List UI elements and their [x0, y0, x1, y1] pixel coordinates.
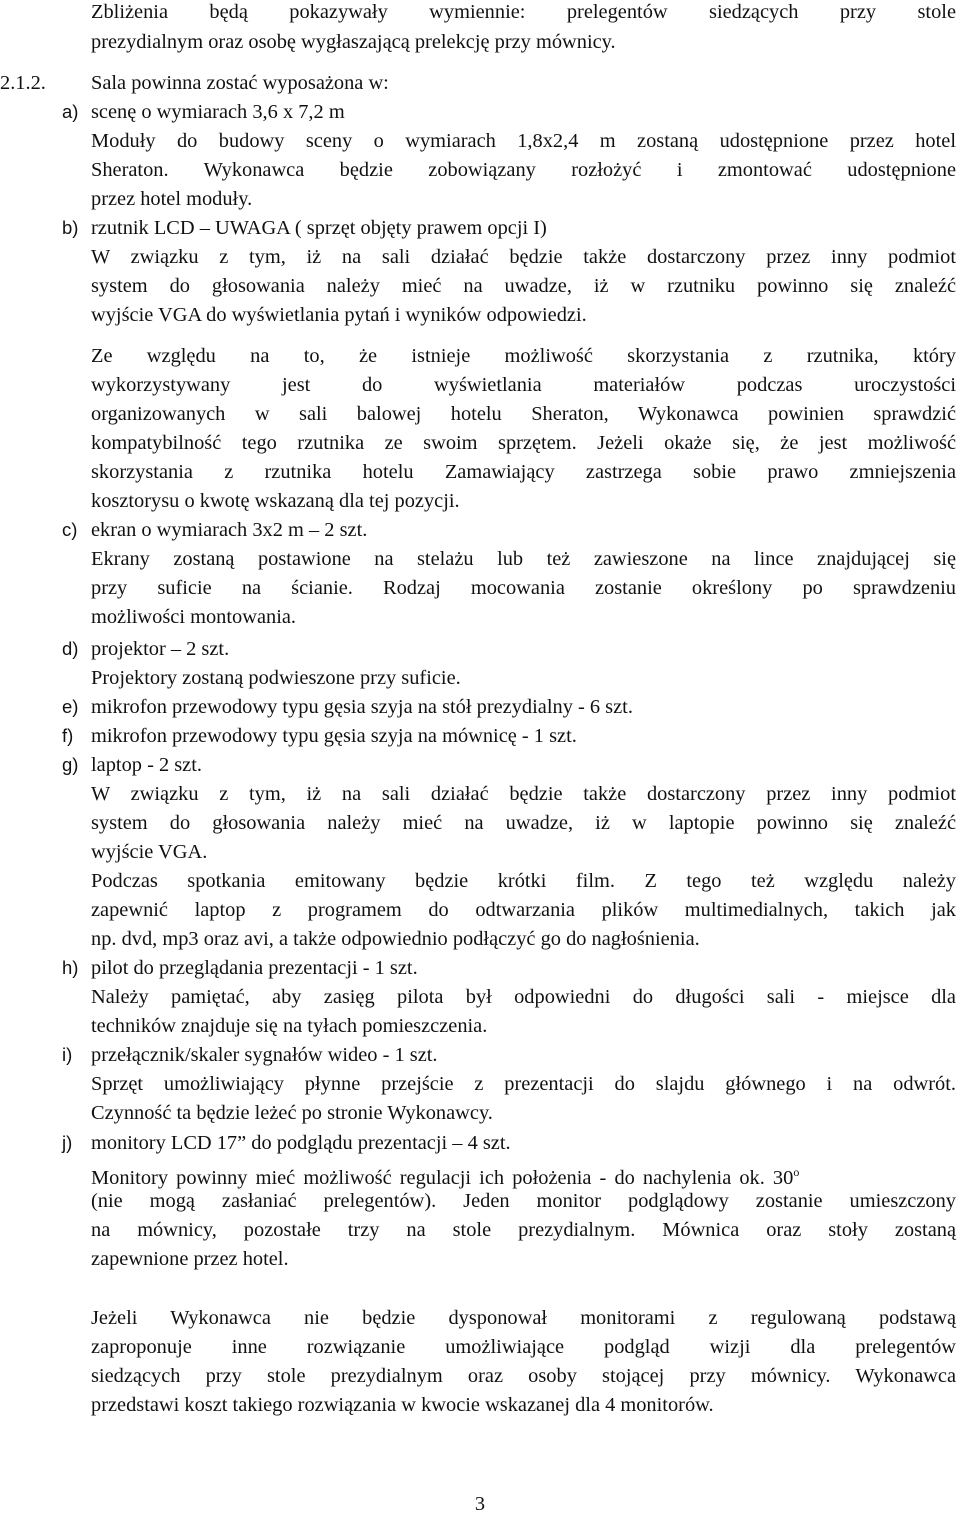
closing-line-3: siedzących przy stole prezydialnym oraz osoby stojącej przy mównicy. Wykonawca — [91, 1365, 956, 1387]
item-e-line-1: mikrofon przewodowy typu gęsia szyja na stół prezydialny - 6 szt. — [91, 696, 633, 718]
list-marker-f: f) — [62, 725, 74, 746]
degree-superscript: o — [793, 1165, 800, 1179]
list-marker-j: j) — [62, 1132, 73, 1153]
closing-line-1: Jeżeli Wykonawca nie będzie dysponował monitorami z regulowaną podstawą — [91, 1307, 956, 1329]
item-b-para-line-2: wykorzystywany jest do wyświetlania materiałów podczas uroczystości — [91, 374, 956, 396]
list-marker-i: i) — [62, 1044, 73, 1065]
list-marker-e: e) — [62, 696, 79, 717]
item-a-line-1: scenę o wymiarach 3,6 x 7,2 m — [91, 101, 345, 123]
item-a-line-3: Sheraton. Wykonawca będzie zobowiązany rozłożyć i zmontować udostępnione — [91, 159, 956, 181]
item-b-line-2: W związku z tym, iż na sali działać będzie także dostarczony przez inny podmiot — [91, 246, 956, 268]
list-marker-h: h) — [62, 957, 79, 978]
item-g-line-6: zapewnić laptop z programem do odtwarzania plików multimedialnych, takich jak — [91, 899, 956, 921]
item-b-line-4: wyjście VGA do wyświetlania pytań i wyników odpowiedzi. — [91, 304, 587, 326]
list-marker-a: a) — [62, 101, 79, 122]
item-b-para-line-3: organizowanych w sali balowej hotelu Sheraton, Wykonawca powinien sprawdzić — [91, 403, 956, 425]
item-d-line-2: Projektory zostaną podwieszone przy suficie. — [91, 667, 461, 689]
item-j-line-5: zapewnione przez hotel. — [91, 1248, 289, 1270]
item-a-line-2: Moduły do budowy sceny o wymiarach 1,8x2,4 m zostaną udostępnione przez hotel — [91, 130, 956, 152]
item-h-line-1: pilot do przeglądania prezentacji - 1 szt. — [91, 957, 418, 979]
item-b-para-line-1: Ze względu na to, że istnieje możliwość skorzystania z rzutnika, który — [91, 345, 956, 367]
closing-line-2: zaproponuje inne rozwiązanie umożliwiające podgląd wizji dla prelegentów — [91, 1336, 956, 1358]
item-j-line-3: (nie mogą zasłaniać prelegentów). Jeden monitor podglądowy zostanie umieszczony — [91, 1190, 956, 1212]
item-f-line-1: mikrofon przewodowy typu gęsia szyja na mównicę - 1 szt. — [91, 725, 577, 747]
item-g-line-2: W związku z tym, iż na sali działać będzie także dostarczony przez inny podmiot — [91, 783, 956, 805]
item-c-line-2: Ekrany zostaną postawione na stelażu lub też zawieszone na lince znajdującej się — [91, 548, 956, 570]
intro-line-2: prezydialnym oraz osobę wygłaszającą prelekcję przy mównicy. — [91, 31, 616, 53]
item-b-line-1: rzutnik LCD – UWAGA ( sprzęt objęty prawem opcji I) — [91, 217, 547, 239]
item-j-line-1: monitory LCD 17” do podglądu prezentacji – 4 szt. — [91, 1132, 511, 1154]
item-g-line-7: np. dvd, mp3 oraz avi, a także odpowiednio podłączyć go do nagłośnienia. — [91, 928, 700, 950]
list-marker-g: g) — [62, 754, 79, 775]
item-d-line-1: projektor – 2 szt. — [91, 638, 230, 660]
list-marker-b: b) — [62, 217, 79, 238]
item-j-line-2-text: Monitory powinny mieć możliwość regulacji ich położenia - do nachylenia ok. 30 — [91, 1167, 794, 1189]
list-marker-c: c) — [62, 519, 78, 540]
page-number: 3 — [474, 1493, 486, 1515]
item-i-line-3: Czynność ta będzie leżeć po stronie Wykonawcy. — [91, 1102, 493, 1124]
item-i-line-2: Sprzęt umożliwiający płynne przejście z prezentacji do slajdu głównego i na odwrót. — [91, 1073, 956, 1095]
list-marker-d: d) — [62, 638, 79, 659]
item-h-line-3: techników znajduje się na tyłach pomieszczenia. — [91, 1015, 488, 1037]
item-c-line-1: ekran o wymiarach 3x2 m – 2 szt. — [91, 519, 368, 541]
closing-line-4: przedstawi koszt takiego rozwiązania w kwocie wskazanej dla 4 monitorów. — [91, 1394, 714, 1416]
item-g-line-1: laptop - 2 szt. — [91, 754, 202, 776]
item-h-line-2: Należy pamiętać, aby zasięg pilota był odpowiedni do długości sali - miejsce dla — [91, 986, 956, 1008]
item-g-line-4: wyjście VGA. — [91, 841, 208, 863]
item-g-line-5: Podczas spotkania emitowany będzie krótki film. Z tego też względu należy — [91, 870, 956, 892]
item-g-line-3: system do głosowania należy mieć na uwadze, iż w laptopie powinno się znaleźć — [91, 812, 956, 834]
item-b-para-line-4: kompatybilność tego rzutnika ze swoim sprzętem. Jeżeli okaże się, że jest możliwość — [91, 432, 956, 454]
section-number: 2.1.2. — [0, 72, 46, 94]
intro-line-1: Zbliżenia będą pokazywały wymiennie: prelegentów siedzących przy stole — [91, 1, 956, 23]
item-b-line-3: system do głosowania należy mieć na uwadze, iż w rzutniku powinno się znaleźć — [91, 275, 956, 297]
item-b-para-line-6: kosztorysu o kwotę wskazaną dla tej pozycji. — [91, 490, 460, 512]
item-a-line-4: przez hotel moduły. — [91, 188, 253, 210]
item-c-line-4: możliwości montowania. — [91, 606, 297, 628]
item-j-line-4: na mównicy, pozostałe trzy na stole prezydialnym. Mównica oraz stoły zostaną — [91, 1219, 956, 1241]
item-i-line-1: przełącznik/skaler sygnałów wideo - 1 szt. — [91, 1044, 438, 1066]
section-title: Sala powinna zostać wyposażona w: — [91, 72, 389, 94]
item-j-line-2 — [91, 1160, 956, 1190]
item-b-para-line-5: skorzystania z rzutnika hotelu Zamawiający zastrzega sobie prawo zmniejszenia — [91, 461, 956, 483]
item-c-line-3: przy suficie na ścianie. Rodzaj mocowania zostanie określony po sprawdzeniu — [91, 577, 956, 599]
